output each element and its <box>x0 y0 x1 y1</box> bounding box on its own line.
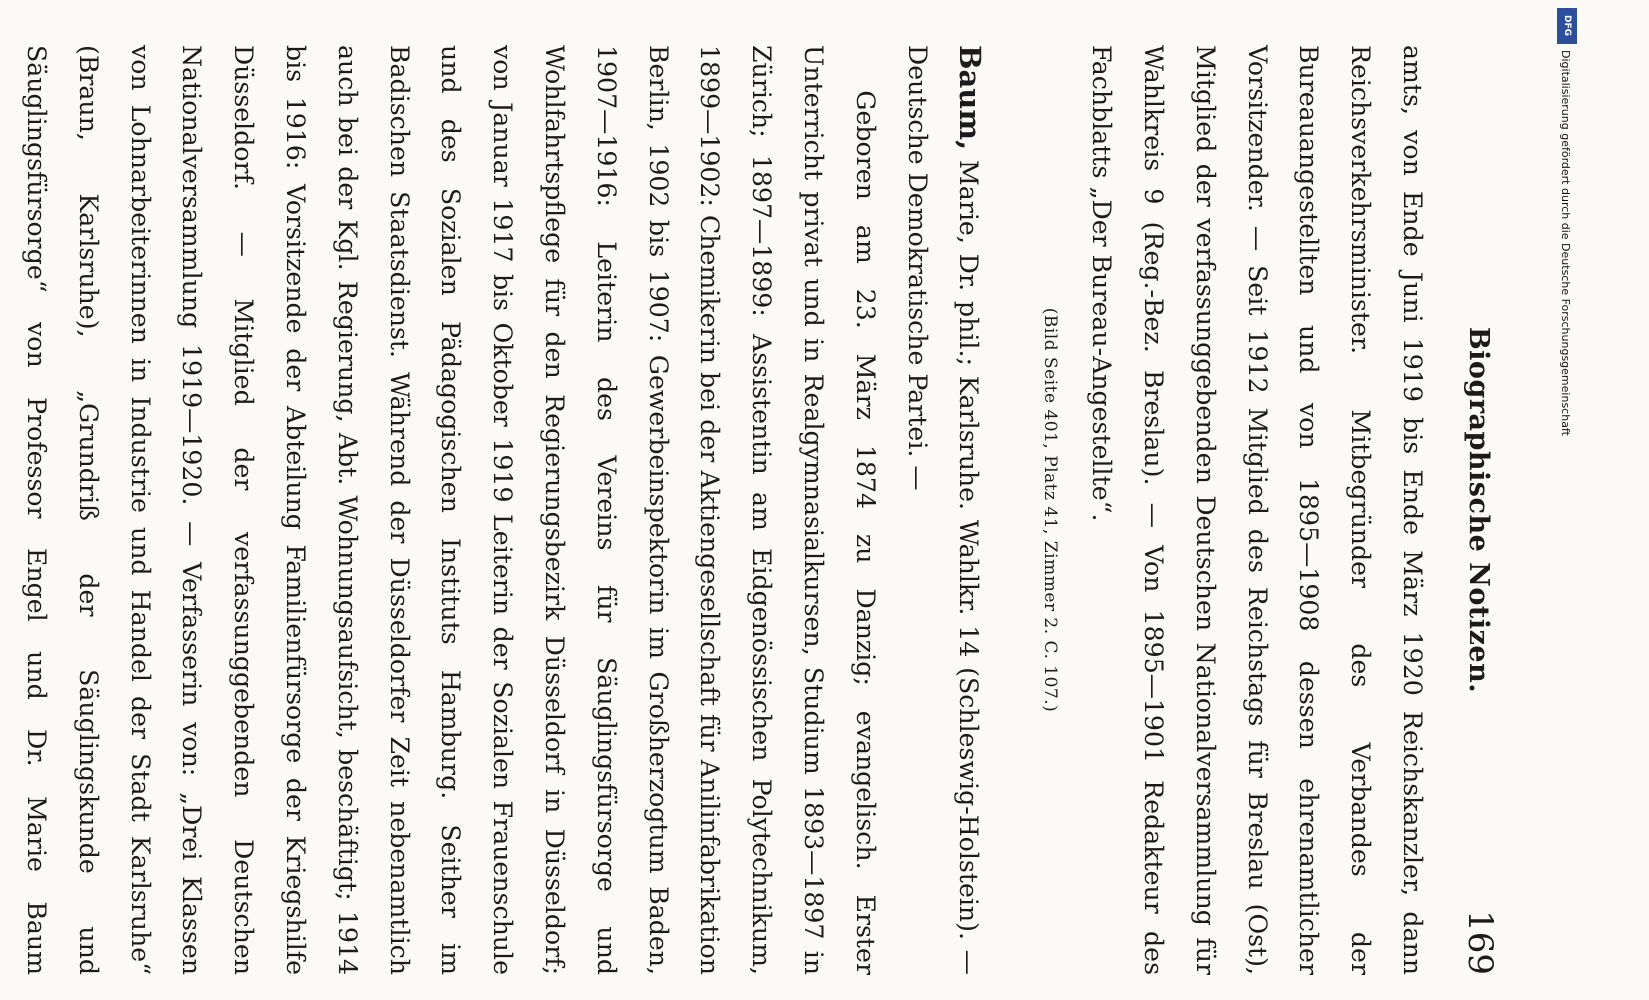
continuation-paragraph: amts, von Ende Juni 1919 bis Ende März 1920 Reichskanzler, dann Reichsverkehrsminister. Mitbegründer des Verbandes der Bureauangestellten und von 1895—1908 dessen ehrenamtlicher Vorsitzender. — Seit 1912 Mitglied des Reichstags für Breslau (Ost), Mitglied der verfassunggebenden Deutschen Nationalversammlung für Wahlkreis 9 (Reg.-Bez. Breslau). — Von 1895—1901 Redakteur des Fachblatts „Der Bureau-Angestellte“. <box>1087 45 1427 975</box>
entry-heading <box>891 45 996 975</box>
entry-name: Baum, <box>953 45 988 151</box>
page-body <box>0 45 1438 975</box>
dfg-logo: DFG <box>1557 8 1577 44</box>
page-header <box>1448 45 1508 975</box>
image-reference: (Bild Seite 401, Platz 41, Zimmer 2. C. 107.) <box>1040 307 1061 713</box>
page-number: 169 <box>1460 910 1500 975</box>
digitization-margin <box>1555 0 1585 1000</box>
funding-note: Digitalisierung gefördert durch die Deutsche Forschungsgemeinschaft <box>1559 50 1572 436</box>
page-title: Biographische Notizen. <box>1463 326 1494 694</box>
entry-text: Geboren am 23. März 1874 zu Danzig; evangelisch. Erster Unterricht privat und in Realgymnasialkursen, Studium 1893—1897 in Zürich; 1897—1899: Assistentin am Eidgenössischen Polytechnikum, 1899—1902: Chemikerin bei der Aktiengesellschaft für Anilinfabrikation Berlin, 1902 bis 1907: Gewerbeinspektorin im Großherzogtum Baden, 1907—1916: Leiterin des Vereins für Säuglingsfürsorge und Wohlfahrtspflege für den Regierungsbezirk Düsseldorf in Düsseldorf; von Januar 1917 bis Oktober 1919 Leiterin der Sozialen Frauenschule und des Sozialen Pädagogischen Instituts Hamburg. Seither im Badischen Staatsdienst. Während der Düsseldorfer Zeit nebenamtlich auch bei der Kgl. Regierung, Abt. Wohnungsaufsicht, beschäftigt; 1914 bis 1916: Vorsitzende der Abteilung Familienfürsorge der Kriegshilfe Düsseldorf. — Mitglied der verfassunggebenden Deutschen Nationalversammlung 1919—1920. — Verfasserin von: „Drei Klassen von Lohnarbeiterinnen in Industrie und Handel der Stadt Karlsruhe“ (Braun, Karlsruhe), „Grundriß der Säuglingskunde und Säuglingsfürsorge“ von Professor Engel und Dr. Marie Baum <box>22 45 880 975</box>
entry-intro: Marie, Dr. phil.; Karlsruhe. Wahlkr. 14 (Schleswig-Holstein). — Deutsche Demokratische Partei. — <box>902 45 984 975</box>
rotated-page-content <box>8 45 1508 975</box>
